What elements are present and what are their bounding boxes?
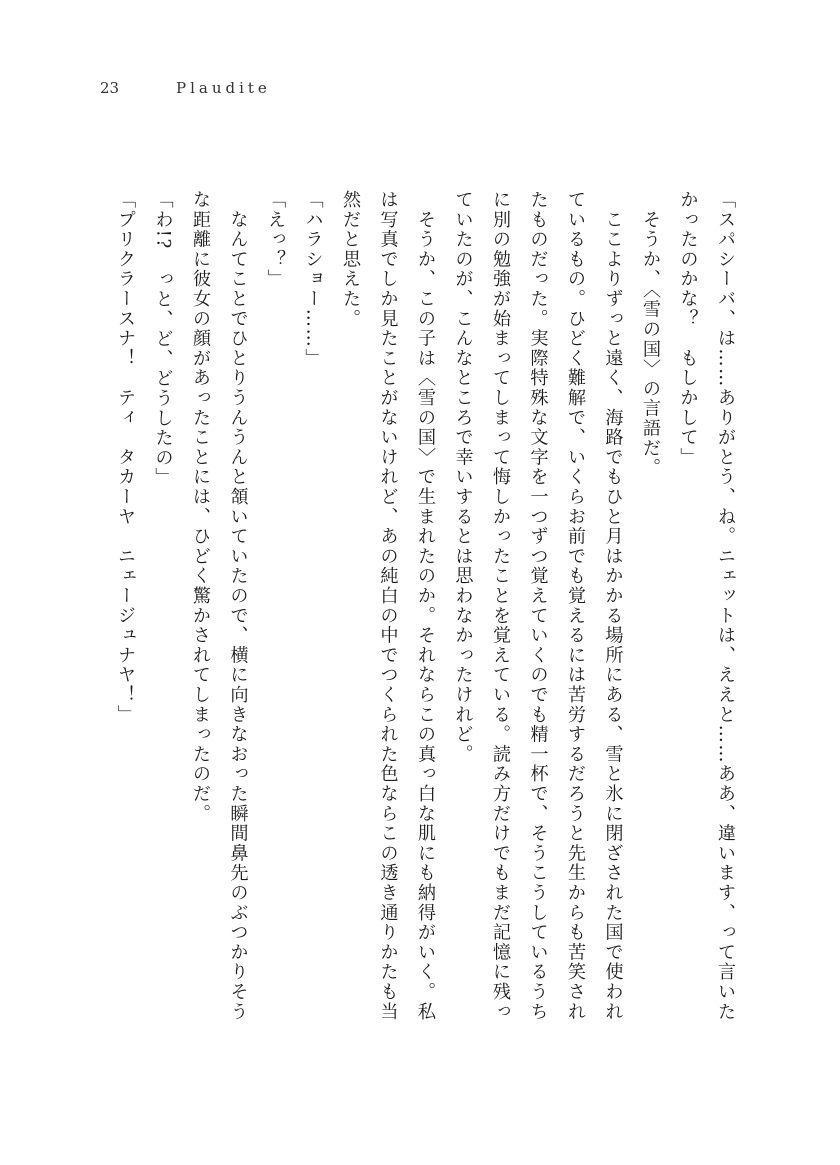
text-line: なんてことでひとりうんうんと頷いていたので、横に向きなおった瞬間鼻先のぶつかりそう xyxy=(227,190,249,1022)
page-header xyxy=(100,76,271,100)
text-line: そうか、この子は〈雪の国〉で生まれたのか。それならこの真っ白な肌にも納得がいく。私 xyxy=(415,190,436,1022)
running-title: Plaudite xyxy=(176,79,271,97)
text-line: ていたのが、こんなところで幸いするとは思わなかったけれど。 xyxy=(452,190,474,765)
text-line: そうか、〈雪の国〉の言語だ。 xyxy=(640,190,661,478)
text-line: に別の勉強が始まってしまって悔しかったことを覚えている。読み方だけでもまだ記憶に残っ xyxy=(490,190,511,1022)
text-line: かったのかな？ もしかして」 xyxy=(677,190,699,468)
text-line: 然だと思えた。 xyxy=(340,190,361,329)
vertical-body-text xyxy=(107,190,745,1022)
text-line: ここよりずっと遠く、海路でもひと月はかかる場所にある、雪と氷に閉ざされた国で使われ xyxy=(602,190,624,1022)
text-line: 「プリクラースナ！ ティ タカーヤ ニェージュナヤ！」 xyxy=(115,190,136,725)
text-line: は写真でしか見たことがないけれど、あの純白の中でつくられた色ならこの透き通りかたも当 xyxy=(377,190,399,1022)
text-line: 「えっ？」 xyxy=(265,190,286,289)
text-line: 「スパシーバ、は……ありがとう、ね。ニェットは、ええと……ああ、違います、って言いた xyxy=(715,190,736,1022)
text-line: な距離に彼女の顔があったことには、ひどく驚かされてしまったのだ。 xyxy=(190,190,211,824)
text-line: 「わ!? っと、ど、どうしたの」 xyxy=(152,190,174,488)
text-line: ているもの。ひどく難解で、いくらお前でも覚えるには苦労するだろうと先生からも苦笑され xyxy=(565,190,586,1022)
text-line: たものだった。実際特殊な文字を一つずつ覚えていくのでも精一杯で、そうこうしているうち xyxy=(527,190,549,1022)
text-line: 「ハラショー……」 xyxy=(302,190,324,369)
page-number: 23 xyxy=(100,79,120,97)
